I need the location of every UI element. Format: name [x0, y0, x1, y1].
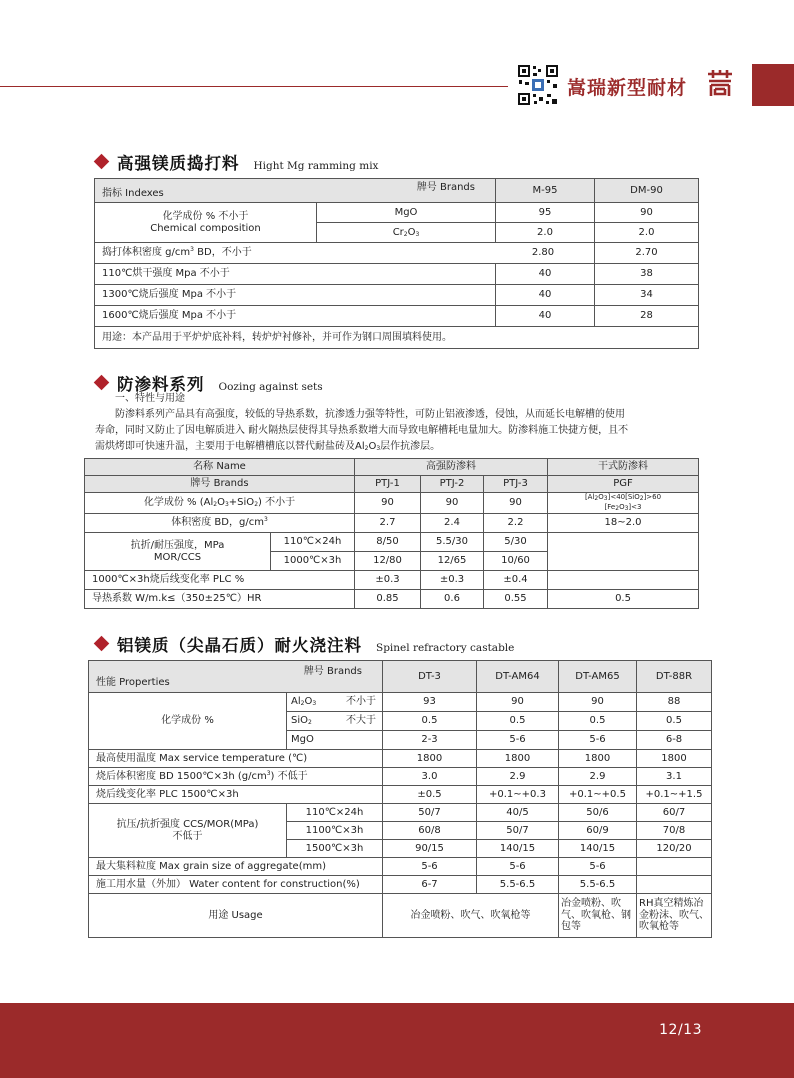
table-cell: 0.55	[484, 590, 548, 609]
table-cell: 体积密度 BD，$g/cm^3$	[85, 514, 355, 533]
table-cell: 1000℃×3h烧后线变化率 PLC %	[85, 571, 355, 590]
paragraph-line: 需烘烤即可快速升温，主要用于电解槽槽底以替代耐盐砖及Al2O3层作抗渗层。	[95, 441, 441, 452]
table-cell	[548, 533, 699, 571]
table-cell: 50/7	[477, 822, 559, 840]
diamond-bullet-icon	[94, 154, 110, 170]
table-cell: ±0.3	[355, 571, 421, 590]
table-cell: 0.85	[355, 590, 421, 609]
table-cell: 3.1	[637, 768, 712, 786]
table-cell: 10/60	[484, 552, 548, 571]
column-header: DT-3	[383, 661, 477, 693]
table-cell: 2.4	[421, 514, 484, 533]
table-cell: Cr2O3	[317, 223, 496, 243]
table-cell: 0.5	[637, 712, 712, 731]
table-cell: 2.0	[496, 223, 595, 243]
table-cell	[637, 858, 712, 876]
table-cell	[637, 876, 712, 894]
column-header: 牌号 Brands	[85, 476, 355, 493]
table-cell: 用途 Usage	[89, 894, 383, 938]
table-cell: SiO2 不大于	[287, 712, 383, 731]
section-title-cn: 防渗料系列	[117, 375, 205, 394]
column-header: 名称 Name	[85, 459, 355, 476]
footer-band	[0, 1003, 794, 1078]
table-cell: 2.9	[559, 768, 637, 786]
brand-name: 嵩瑞新型耐材	[567, 77, 688, 99]
table-cell: [Al2O3]<40[SiO2]>60 [Fe2O3]<3	[548, 493, 699, 514]
strength-requirement: 不低于	[172, 830, 203, 842]
table-cell: 2.0	[595, 223, 699, 243]
table-cell: 60/9	[559, 822, 637, 840]
section-title-en: Spinel refractory castable	[376, 642, 515, 654]
table-cell: 40	[496, 264, 595, 285]
table-cell: 5.5-6.5	[477, 876, 559, 894]
table-cell: 5.5/30	[421, 533, 484, 552]
table-cell: 1000℃×3h	[271, 552, 355, 571]
table-cell: 1800	[559, 750, 637, 768]
table-cell: 18~2.0	[548, 514, 699, 533]
table-cell: 捣打体积密度 $g/cm^3$ BD，不小于 2.80	[95, 243, 595, 264]
table-cell: 2.9	[477, 768, 559, 786]
table-cell: 导热系数 W/m.k≤（350±25℃）HR	[85, 590, 355, 609]
table-cell: 烧后体积密度 BD 1500℃×3h $(g/cm^3)$ 不低于	[89, 768, 383, 786]
table-cell: 110℃烘干强度 Mpa 不小于	[95, 264, 496, 285]
column-header: M-95	[496, 179, 595, 203]
table-cell: 90	[484, 493, 548, 514]
table-cell: ±0.3	[421, 571, 484, 590]
table-cell: 2-3	[383, 731, 477, 750]
section-title-en: Hight Mg ramming mix	[253, 160, 379, 172]
section-title	[96, 150, 378, 174]
description-paragraph	[95, 391, 700, 457]
table-cell: 8/50	[355, 533, 421, 552]
table-cell: 1100℃×3h	[287, 822, 383, 840]
table-cell: 140/15	[559, 840, 637, 858]
table-cell: 3.0	[383, 768, 477, 786]
table-header-cell	[89, 661, 383, 693]
table-cell: 34	[595, 285, 699, 306]
table-cell: 冶金喷粉、吹气、吹氧枪、钢包等	[559, 894, 637, 938]
strength-label-cell	[89, 804, 287, 858]
table-cell: 140/15	[477, 840, 559, 858]
table-cell: 50/7	[383, 804, 477, 822]
table-cell: ±0.5	[383, 786, 477, 804]
table-cell: 5.5-6.5	[559, 876, 637, 894]
column-header: DT-88R	[637, 661, 712, 693]
table-cell: 0.5	[548, 590, 699, 609]
header-tab-block	[752, 64, 794, 106]
table-cell: 2.2	[484, 514, 548, 533]
properties-header: 性能 Properties	[96, 676, 170, 688]
table-cell: 化学成份 % (Al2O3+SiO2) 不小于	[85, 493, 355, 514]
column-header: PTJ-2	[421, 476, 484, 493]
page-number: 12/13	[659, 1022, 702, 1038]
column-header: DT-AM64	[477, 661, 559, 693]
table-cell: 5-6	[559, 858, 637, 876]
table-header-cell	[95, 179, 496, 203]
chem-label-cn: 化学成份 % 不小于	[162, 211, 249, 222]
column-header: DM-90	[595, 179, 699, 203]
section-title-en: Oozing against sets	[218, 381, 323, 393]
table-cell: 2.7	[355, 514, 421, 533]
brand-header: 牌号 Brands	[303, 666, 362, 677]
table-cell: Al2O3 不小于	[287, 693, 383, 712]
table-cell: 5-6	[383, 858, 477, 876]
section-title	[96, 632, 514, 656]
table-cell: 95	[496, 203, 595, 223]
table-cell: 28	[595, 306, 699, 327]
table-cell: 1800	[383, 750, 477, 768]
diamond-bullet-icon	[94, 375, 110, 391]
table-cell: 60/7	[637, 804, 712, 822]
table-cell: 5-6	[559, 731, 637, 750]
header-rule	[0, 86, 508, 87]
chem-label-cell: 化学成份 %	[89, 693, 287, 750]
table-cell: 90	[421, 493, 484, 514]
table-cell: 38	[595, 264, 699, 285]
strength-label-cell	[85, 533, 271, 571]
table-cell: 60/8	[383, 822, 477, 840]
table-cell: 冶金喷粉、吹气、吹氧枪等	[383, 894, 559, 938]
table-cell: 1600℃烧后强度 Mpa 不小于	[95, 306, 496, 327]
oozing-sets-table	[84, 458, 699, 609]
table-cell: 93	[383, 693, 477, 712]
diamond-bullet-icon	[94, 636, 110, 652]
ramming-mix-table	[94, 178, 699, 349]
table-cell: 0.5	[477, 712, 559, 731]
table-cell: 5/30	[484, 533, 548, 552]
column-header: PTJ-3	[484, 476, 548, 493]
table-cell: 110℃×24h	[271, 533, 355, 552]
usage-cell: 用途：本产品用于平炉炉底补料，转炉炉衬修补，并可作为钢口周围填料使用。	[95, 327, 699, 349]
paragraph-line: 寿命，同时又防止了因电解质进入 耐火隔热层使得其导热系数增大而导致电解槽耗电量加大。防渗料施工快捷方便，且不	[95, 425, 629, 436]
table-cell	[548, 571, 699, 590]
chem-label-cell	[95, 203, 317, 243]
spinel-castable-table	[88, 660, 712, 938]
column-header: PGF	[548, 476, 699, 493]
strength-label-cn: 抗折/耐压强度，MPa	[130, 540, 225, 551]
table-cell: 2.70	[595, 243, 699, 264]
table-cell: +0.1~+0.3	[477, 786, 559, 804]
table-cell: 120/20	[637, 840, 712, 858]
chem-label-en: Chemical composition	[150, 222, 261, 234]
table-cell: 90	[595, 203, 699, 223]
table-cell: 90	[355, 493, 421, 514]
column-header: 干式防渗料	[548, 459, 699, 476]
table-cell: 烧后线变化率 PLC 1500℃×3h	[89, 786, 383, 804]
table-cell: 90/15	[383, 840, 477, 858]
table-cell: 6-7	[383, 876, 477, 894]
table-cell: MgO	[317, 203, 496, 223]
section-title-cn: 铝镁质（尖晶石质）耐火浇注料	[117, 636, 362, 655]
table-cell: 40/5	[477, 804, 559, 822]
table-cell: +0.1~+1.5	[637, 786, 712, 804]
table-cell: 5-6	[477, 731, 559, 750]
brand-header: 牌号 Brands	[416, 182, 475, 193]
company-logo-icon	[705, 68, 735, 98]
table-cell: 12/65	[421, 552, 484, 571]
subheading: 一、特性与用途	[115, 393, 185, 404]
table-cell: 90	[559, 693, 637, 712]
strength-label-en: MOR/CCS	[153, 551, 202, 563]
table-cell: +0.1~+0.5	[559, 786, 637, 804]
table-cell: 12/80	[355, 552, 421, 571]
table-cell: 5-6	[477, 858, 559, 876]
table-cell: 90	[477, 693, 559, 712]
column-header: PTJ-1	[355, 476, 421, 493]
table-cell: 0.5	[559, 712, 637, 731]
table-cell: 1300℃烧后强度 Mpa 不小于	[95, 285, 496, 306]
qr-code-icon	[517, 64, 559, 106]
table-cell: 0.5	[383, 712, 477, 731]
table-cell: 0.6	[421, 590, 484, 609]
table-cell: RH真空精炼冶金粉沫、吹气、吹氧枪等	[637, 894, 712, 938]
table-cell: 1800	[477, 750, 559, 768]
column-header: DT-AM65	[559, 661, 637, 693]
table-cell: ±0.4	[484, 571, 548, 590]
table-cell: 6-8	[637, 731, 712, 750]
table-cell: MgO	[287, 731, 383, 750]
table-cell: 1800	[637, 750, 712, 768]
table-cell: 50/6	[559, 804, 637, 822]
table-cell: 70/8	[637, 822, 712, 840]
paragraph-line: 防渗料系列产品具有高强度，较低的导热系数，抗渗透力强等特性，可防止铝液渗透，侵蚀，从而延长电解槽的使用	[115, 409, 625, 420]
table-cell: 40	[496, 285, 595, 306]
index-header: 指标 Indexes	[102, 187, 164, 199]
table-cell: 最高使用温度 Max service temperature (℃)	[89, 750, 383, 768]
table-cell: 最大集料粒度 Max grain size of aggregate(mm)	[89, 858, 383, 876]
table-cell: 1500℃×3h	[287, 840, 383, 858]
table-cell: 40	[496, 306, 595, 327]
table-cell: 施工用水量（外加） Water content for construction(%)	[89, 876, 383, 894]
section-title-cn: 高强镁质捣打料	[117, 154, 240, 173]
table-cell: 110℃×24h	[287, 804, 383, 822]
strength-label: 抗压/抗折强度 CCS/MOR(MPa)	[116, 819, 259, 830]
table-cell: 88	[637, 693, 712, 712]
column-header: 高强防渗料	[355, 459, 548, 476]
